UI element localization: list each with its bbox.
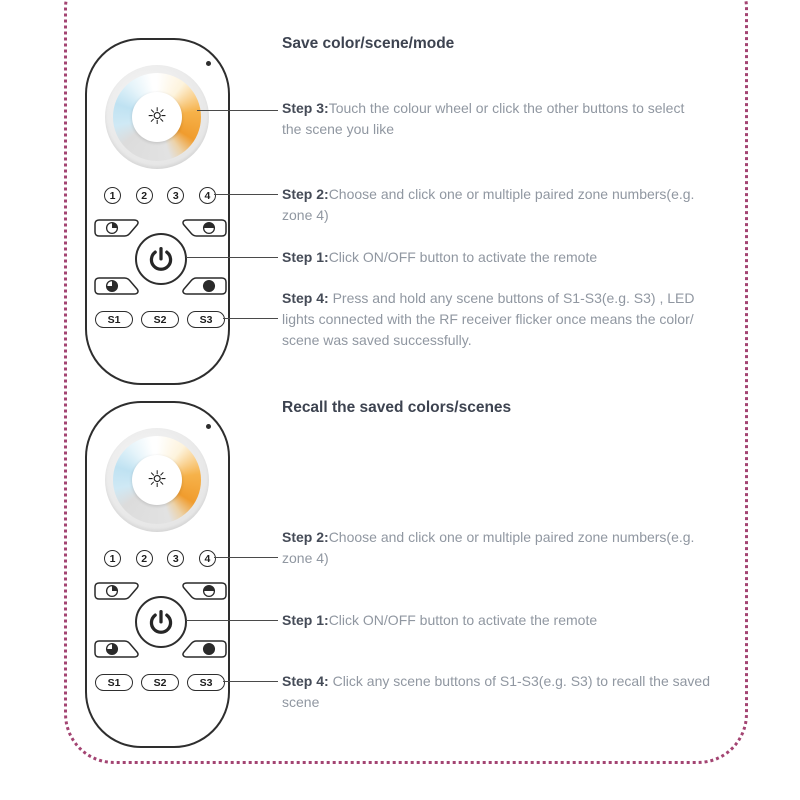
scene-button-s2: S2 (141, 674, 179, 691)
zone-button-2: 2 (136, 187, 153, 204)
zone-button-1: 1 (104, 550, 121, 567)
full-fill-circle-icon (204, 281, 215, 292)
cool-white-down-button (181, 277, 227, 295)
remote-illustration-bottom (85, 401, 230, 748)
section-heading-save: Save color/scene/mode (282, 35, 455, 52)
power-button (135, 596, 187, 648)
zone-button-3: 3 (167, 550, 184, 567)
zone-button-row (104, 550, 216, 567)
led-indicator (206, 424, 211, 429)
step-line: lights connected with the RF receiver flicker once means the color/ (282, 311, 694, 327)
step-1-text-bottom (282, 610, 752, 631)
step-line: Click ON/OFF button to activate the remote (328, 249, 598, 265)
color-wheel (105, 65, 209, 169)
power-button (135, 233, 187, 285)
half-fill-circle-icon (204, 223, 215, 234)
zone-button-4: 4 (199, 187, 216, 204)
scene-button-s1: S1 (95, 311, 133, 328)
connector-s3-step4-bottom (223, 681, 278, 682)
cool-white-up-button (181, 219, 227, 237)
scene-button-row (95, 311, 225, 328)
step-2-text (282, 184, 752, 226)
step-label: Step 1: (282, 612, 329, 628)
scene-button-s1: S1 (95, 674, 133, 691)
step-line: Touch the colour wheel or click the other buttons to select (328, 100, 685, 116)
color-wheel-center (132, 92, 182, 142)
step-line: scene was saved successfully. (282, 332, 472, 348)
step-line: Click ON/OFF button to activate the remote (328, 612, 598, 628)
zone-button-4: 4 (199, 550, 216, 567)
section-heading-recall: Recall the saved colors/scenes (282, 399, 512, 416)
connector-wheel-step3 (197, 110, 278, 111)
step-line: zone 4) (282, 550, 329, 566)
step-1-text (282, 247, 752, 268)
half-fill-circle-icon (204, 586, 215, 597)
remote-illustration-top (85, 38, 230, 385)
sun-icon: ☼ (146, 466, 168, 493)
step-line: scene (282, 694, 320, 710)
scene-button-row (95, 674, 225, 691)
step-2-text-bottom (282, 527, 752, 569)
warm-white-up-button (94, 219, 140, 237)
step-label: Step 1: (282, 249, 329, 265)
sun-icon: ☼ (146, 103, 168, 130)
connector-zone4-step2 (214, 194, 278, 195)
step-label: Step 3: (282, 100, 329, 116)
step-line: zone 4) (282, 207, 329, 223)
step-line: Choose and click one or multiple paired zone numbers(e.g. (328, 186, 695, 202)
step-label: Step 4: (282, 673, 329, 689)
zone-button-1: 1 (104, 187, 121, 204)
connector-power-step1-bottom (186, 620, 278, 621)
step-3-text (282, 98, 752, 140)
step-4-text-bottom (282, 671, 752, 713)
warm-white-down-button (94, 277, 140, 295)
color-wheel (105, 428, 209, 532)
quarter-fill-circle-icon (107, 223, 118, 234)
power-icon (147, 609, 175, 636)
warm-white-down-button (94, 640, 140, 658)
three-quarter-fill-circle-icon (107, 644, 118, 655)
step-label: Step 4: (282, 290, 329, 306)
scene-button-s3: S3 (187, 674, 225, 691)
led-indicator (206, 61, 211, 66)
step-line: Press and hold any scene buttons of S1-S3(e.g. S3) , LED (328, 290, 695, 306)
color-wheel-center (132, 455, 182, 505)
step-4-text (282, 288, 752, 351)
zone-button-row (104, 187, 216, 204)
power-icon (147, 246, 175, 273)
step-label: Step 2: (282, 186, 329, 202)
cool-white-down-button (181, 640, 227, 658)
warm-white-up-button (94, 582, 140, 600)
zone-button-2: 2 (136, 550, 153, 567)
zone-button-3: 3 (167, 187, 184, 204)
full-fill-circle-icon (204, 644, 215, 655)
connector-s3-step4 (223, 318, 278, 319)
cool-white-up-button (181, 582, 227, 600)
quarter-fill-circle-icon (107, 586, 118, 597)
scene-button-s3: S3 (187, 311, 225, 328)
three-quarter-fill-circle-icon (107, 281, 118, 292)
step-label: Step 2: (282, 529, 329, 545)
connector-zone4-step2-bottom (214, 557, 278, 558)
step-line: the scene you like (282, 121, 395, 137)
step-line: Choose and click one or multiple paired zone numbers(e.g. (328, 529, 695, 545)
scene-button-s2: S2 (141, 311, 179, 328)
connector-power-step1 (186, 257, 278, 258)
step-line: Click any scene buttons of S1-S3(e.g. S3) to recall the saved (328, 673, 710, 689)
